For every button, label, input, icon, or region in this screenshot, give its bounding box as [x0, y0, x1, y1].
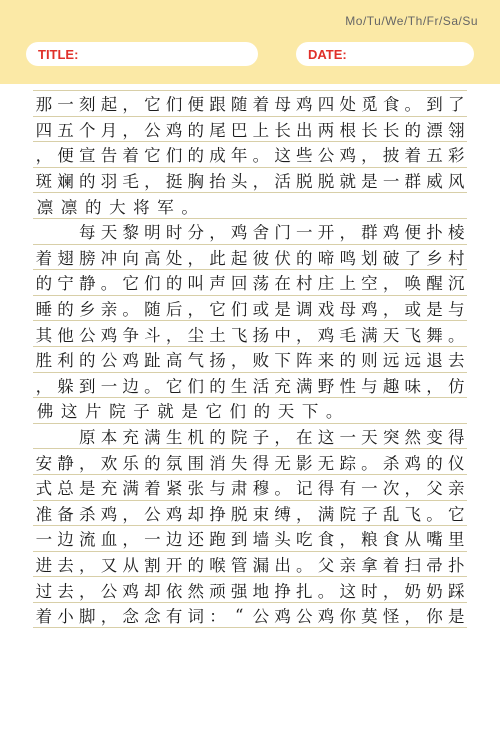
text-line: ， 便 宣 告 着 它 们 的 成 年 。 这 些 公 鸡 ， 披 着 五 彩 [33, 142, 467, 168]
text-line: 的 宁 静 。 它 们 的 叫 声 回 荡 在 村 庄 上 空 ， 唤 醒 沉 [33, 270, 467, 296]
date-label: DATE: [308, 47, 347, 62]
text-grid [33, 84, 467, 628]
text-line: 式 总 是 充 满 着 紧 张 与 肃 穆 。 记 得 有 一 次 ， 父 亲 [33, 475, 467, 501]
text-line: 过 去 ， 公 鸡 却 依 然 顽 强 地 挣 扎 。 这 时 ， 奶 奶 踩 [33, 577, 467, 603]
weekday-header: Mo/Tu/We/Th/Fr/Sa/Su [345, 14, 478, 28]
text-line: 安 静 ， 欢 乐 的 氛 围 消 失 得 无 影 无 踪 。 杀 鸡 的 仪 [33, 449, 467, 475]
text-line: 斑 斓 的 羽 毛 ， 挺 胸 抬 头 ， 活 脱 脱 就 是 一 群 威 风 [33, 168, 467, 194]
text-line: 佛 这 片 院 子 就 是 它 们 的 天 下 。 [33, 398, 467, 424]
title-field[interactable] [26, 42, 258, 66]
date-field[interactable] [296, 42, 474, 66]
text-line: 那 一 刻 起 ， 它 们 便 跟 随 着 母 鸡 四 处 觅 食 。 到 了 [33, 90, 467, 117]
writing-sheet [0, 84, 500, 750]
text-line: 每 天 黎 明 时 分 ， 鸡 舍 门 一 开 ， 群 鸡 便 扑 棱 [33, 219, 467, 245]
text-line: 凛 凛 的 大 将 军 。 [33, 193, 467, 219]
text-line: 准 备 杀 鸡 ， 公 鸡 却 挣 脱 束 缚 ， 满 院 子 乱 飞 。 它 [33, 501, 467, 527]
title-label: TITLE: [38, 47, 79, 62]
text-line: 四 五 个 月 ， 公 鸡 的 尾 巴 上 长 出 两 根 长 长 的 漂 翎 [33, 117, 467, 143]
text-line: 其 他 公 鸡 争 斗 ， 尘 土 飞 扬 中 ， 鸡 毛 满 天 飞 舞 。 [33, 321, 467, 347]
text-line: ， 躲 到 一 边 。 它 们 的 生 活 充 满 野 性 与 趣 味 ， 仿 [33, 373, 467, 399]
text-line: 原 本 充 满 生 机 的 院 子 ， 在 这 一 天 突 然 变 得 [33, 424, 467, 450]
text-line: 胜 利 的 公 鸡 趾 高 气 扬 ， 败 下 阵 来 的 则 远 远 退 去 [33, 347, 467, 373]
text-line: 一 边 流 血 ， 一 边 还 跑 到 墙 头 吃 食 ， 粮 食 从 嘴 里 [33, 526, 467, 552]
text-line: 进 去 ， 又 从 割 开 的 喉 管 漏 出 。 父 亲 拿 着 扫 帚 扑 [33, 552, 467, 578]
text-line: 着 小 脚 ， 念 念 有 词 ： “ 公 鸡 公 鸡 你 莫 怪 ， 你 是 [33, 603, 467, 629]
text-line: 睡 的 乡 亲 。 随 后 ， 它 们 或 是 调 戏 母 鸡 ， 或 是 与 [33, 296, 467, 322]
text-line: 着 翅 膀 冲 向 高 处 ， 此 起 彼 伏 的 啼 鸣 划 破 了 乡 村 [33, 245, 467, 271]
